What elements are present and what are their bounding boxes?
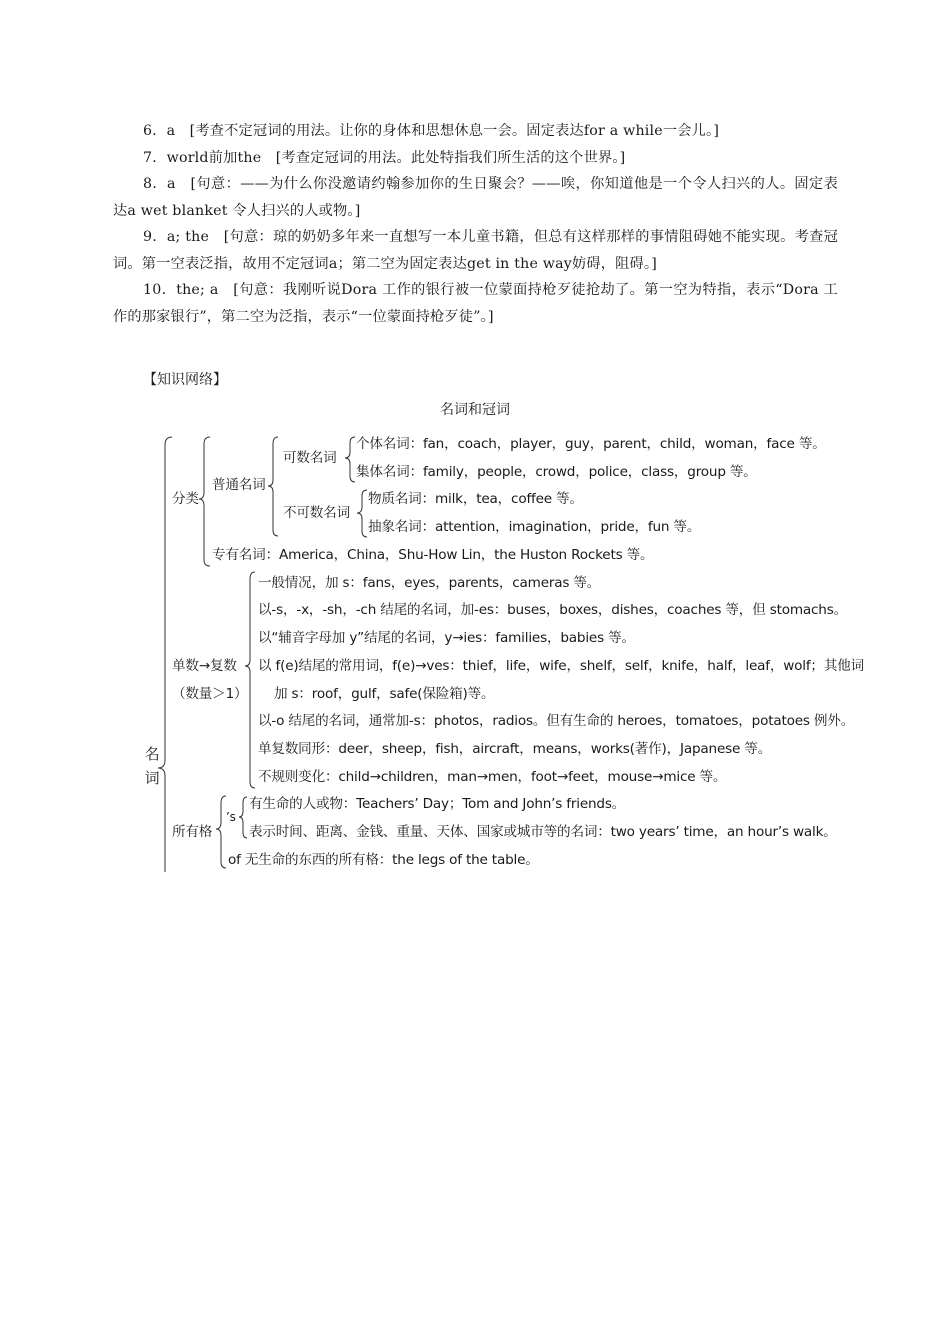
possessive-s-rule: 表示时间、距离、金钱、重量、天体、国家或城市等的名词：two years’ time，an hour’s walk。 xyxy=(249,824,837,840)
possessive-s-rule: 有生命的人或物：Teachers’ Day；Tom and John’s friends。 xyxy=(249,796,626,812)
proper-noun-item: 专有名词：America，China，Shu-How Lin，the Huston Rockets 等。 xyxy=(212,547,654,563)
plural-rule: 一般情况，加 s：fans，eyes，parents，cameras 等。 xyxy=(258,575,601,591)
label-classification: 分类 xyxy=(172,491,199,507)
knowledge-network-heading: 【知识网络】 xyxy=(143,372,227,388)
label-common-noun: 普通名词 xyxy=(212,477,266,493)
tree-title: 名词和冠词 xyxy=(440,402,510,418)
plural-rule: 以“辅音字母加 y”结尾的名词，y→ies：families，babies 等。 xyxy=(258,630,635,646)
answer-9: 9．a; the [句意：琼的奶奶多年来一直想写一本儿童书籍，但总有这样那样的事情阻碍她不能实现。考查冠词。第一空表泛指，故用不定冠词a；第二空为固定表达get in the way妨碍，阻碍。] xyxy=(113,229,838,272)
answer-6: 6．a [考查不定冠词的用法。让你的身体和思想休息一会。固定表达for a while一会儿。] xyxy=(143,123,720,139)
label-plural: 单数→复数 xyxy=(172,658,237,674)
individual-noun-item: 个体名词：fan，coach，player，guy，parent，child，woman，face 等。 xyxy=(356,436,826,452)
possessive-of-rule: of 无生命的东西的所有格：the legs of the table。 xyxy=(228,852,539,868)
plural-rule: 不规则变化：child→children，man→men，foot→feet，mouse→mice 等。 xyxy=(258,769,727,785)
material-noun-item: 物质名词：milk，tea，coffee 等。 xyxy=(368,491,583,507)
label-possessive: 所有格 xyxy=(172,824,213,840)
plural-rule: 以-s，-x，-sh，-ch 结尾的名词，加-es：buses，boxes，dishes，coaches 等，但 stomachs。 xyxy=(258,602,847,618)
label-apostrophe-s: ’s xyxy=(226,810,236,824)
plural-rule: 加 s：roof，gulf，safe(保险箱)等。 xyxy=(274,686,495,702)
answer-7: 7．world前加the [考查定冠词的用法。此处特指我们所生活的这个世界。] xyxy=(143,149,626,166)
label-plural-note: （数量＞1） xyxy=(172,686,248,702)
plural-rule: 单复数同形：deer，sheep，fish，aircraft，means，works(著作)，Japanese 等。 xyxy=(258,741,772,757)
plural-rule: 以-o 结尾的名词，通常加-s：photos，radios。但有生命的 heroes，tomatoes，potatoes 例外。 xyxy=(258,713,855,729)
plural-rule: 以 f(e)结尾的常用词，f(e)→ves：thief，life，wife，shelf，self，knife，half，leaf，wolf；其他词 xyxy=(258,658,865,674)
answer-8: 8．a [句意：——为什么你没邀请约翰参加你的生日聚会？——唉，你知道他是一个令人扫兴的人。固定表达a wet blanket 令人扫兴的人或物。] xyxy=(113,176,838,219)
collective-noun-item: 集体名词：family，people，crowd，police，class，group 等。 xyxy=(356,464,757,480)
label-countable-noun: 可数名词 xyxy=(283,450,337,466)
root-label-noun: 名词 xyxy=(144,745,160,787)
abstract-noun-item: 抽象名词：attention，imagination，pride，fun 等。 xyxy=(368,519,701,535)
label-uncountable-noun: 不可数名词 xyxy=(283,505,350,521)
answer-10: 10．the; a [句意：我刚听说Dora 工作的银行被一位蒙面持枪歹徒抢劫了。第一空为特指，表示“Dora 工作的那家银行”，第二空为泛指，表示“一位蒙面持枪歹徒”。] xyxy=(113,282,838,325)
